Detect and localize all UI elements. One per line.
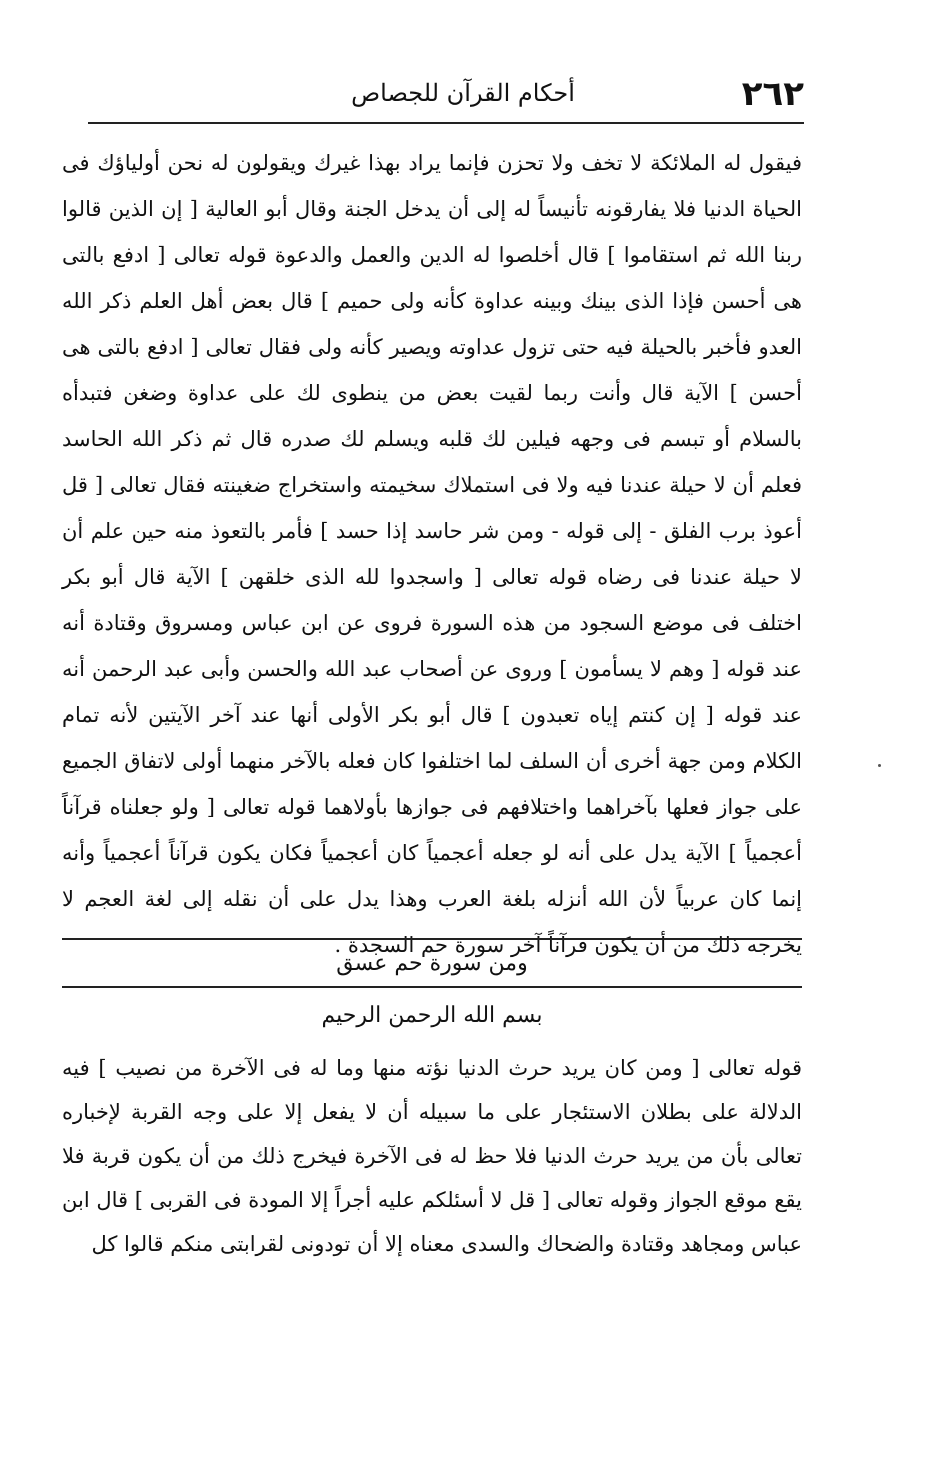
header-rule <box>88 122 804 124</box>
section-heading: ومن سورة حم عسق <box>336 951 528 976</box>
page-number: ٢٦٢ <box>741 74 804 114</box>
page-header <box>88 70 804 120</box>
running-title: أحكام القرآن للجصاص <box>351 79 575 107</box>
main-text-block <box>62 140 802 968</box>
body-paragraph-2: قوله تعالى [ ومن كان يريد حرث الدنيا نؤته منها وما له فى الآخرة من نصيب ] فيه الدلالة على بطلان الاستئجار على ما سبيله أن لا يفعل إلا على وجه القربة لإخباره تعالى بأن من يريد حرث الدنيا فلا حظ له فى الآخرة فيخرج ذلك من أن يكون قربة فلا يقع موقع الجواز وقوله تعالى [ قل لا أسئلكم عليه أجراً إلا المودة فى القربى ] قال ابن عباس ومجاهد وقتادة والضحاك والسدى معناه إلا أن تودونى لقرابتى منكم قالوا كل <box>61 1056 802 1256</box>
margin-speck <box>878 764 881 767</box>
body-paragraph-1: فيقول له الملائكة لا تخف ولا تحزن فإنما يراد بهذا غيرك ويقولون له نحن أولياؤك فى الحياة الدنيا فلا يفارقونه تأنيساً له إلى أن يدخل الجنة وقال أبو العالية [ إن الذين قالوا ربنا الله ثم استقاموا ] قال أخلصوا له الدين والعمل والدعوة قوله تعالى [ ادفع بالتى هى أحسن فإذا الذى بينك وبينه عداوة كأنه ولى حميم ] قال بعض أهل العلم ذكر الله العدو فأخبر بالحيلة فيه حتى تزول عداوته ويصير كأنه ولى فقال تعالى [ ادفع بالتى هى أحسن ] الآية قال وأنت ربما لقيت بعض من ينطوى لك على عداوة وضغن فتبدأه بالسلام أو تبسم فى وجهه فيلين لك قلبه ويسلم لك صدره قال ثم ذكر الله الحاسد فعلم أن لا حيلة عندنا فيه ولا فى استملاك سخيمته واستخراج ضغينته فقال تعالى [ قل أعوذ برب الفلق - إلى قوله - ومن شر حاسد إذا حسد ] فأمر بالتعوذ منه حين علم أن لا حيلة عندنا فى رضاه قوله تعالى [ واسجدوا لله الذى خلقهن ] الآية قال أبو بكر اختلف فى موضع السجود من هذه السورة فروى عن ابن عباس ومسروق وقتادة أنه عند قوله [ وهم لا يسأمون ] وروى عن أصحاب عبد الله والحسن وأبى عبد الرحمن أنه عند قوله [ إن كنتم إياه تعبدون ] قال أبو بكر الأولى أنها عند آخر الآيتين لأنه تمام الكلام ومن جهة أخرى أن السلف لما اختلفوا كان فعله بالآخر منهما أولى لاتفاق الجميع على جواز فعلها بآخراهما واختلافهم فى جوازها بأولاهما قوله تعالى [ ولو جعلناه قرآناً أعجمياً ] الآية يدل على أنه لو جعله أعجمياً كان أعجمياً فكان يكون قرآناً أعجمياً وأنه إنما كان عربياً لأن الله أنزله بلغة العرب وهذا يدل على أن نقله إلى لغة العجم لا يخرجه ذلك من أن يكون قرآناً آخر سورة حم السجدة . <box>62 151 802 957</box>
section-divider-bottom <box>62 986 802 988</box>
second-text-block <box>62 1046 802 1266</box>
basmala: بسم الله الرحمن الرحيم <box>321 1003 543 1028</box>
section-divider-top <box>62 938 802 940</box>
